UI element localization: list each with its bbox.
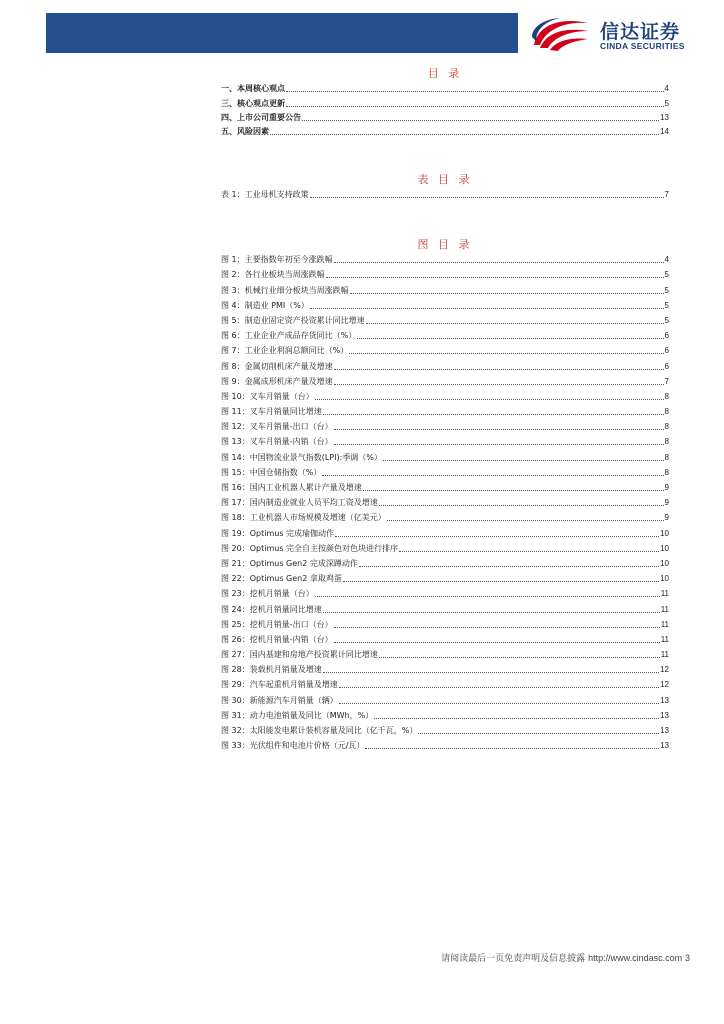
figure-entry-label: 图 2：各行业板块当周涨跌幅 <box>221 270 325 280</box>
figure-entry[interactable] <box>221 402 669 417</box>
figure-entry-page: 8 <box>664 467 669 477</box>
figure-entry-page: 5 <box>664 315 669 325</box>
figure-entry[interactable] <box>221 660 669 675</box>
contents-list <box>221 80 669 137</box>
figures-list <box>221 250 669 751</box>
figure-entry-label: 图 9：金属成形机床产量及增速 <box>221 376 333 386</box>
dot-leader <box>323 612 660 613</box>
figure-entry-label: 图 24：挖机月销量同比增速 <box>221 604 322 614</box>
figure-entry-page: 12 <box>660 680 669 690</box>
dot-leader <box>310 197 664 198</box>
table-entry-page: 7 <box>664 190 669 200</box>
cinda-logo-icon <box>530 15 592 53</box>
figure-entry[interactable] <box>221 706 669 721</box>
figure-entry-page: 4 <box>664 255 669 265</box>
figure-entry-page: 11 <box>660 650 669 660</box>
dot-leader <box>350 293 664 294</box>
page-footer <box>441 951 690 964</box>
contents-entry-label: 四、上市公司重要公告 <box>221 112 301 122</box>
figure-entry-label: 图 33：光伏组件和电池片价格（元/瓦） <box>221 741 365 751</box>
figure-entry-page: 8 <box>664 407 669 417</box>
figure-entry-page: 6 <box>664 346 669 356</box>
brand-name-en: CINDA SECURITIES <box>600 41 685 51</box>
dot-leader <box>286 91 664 92</box>
dot-leader <box>302 120 659 121</box>
figure-entry-page: 11 <box>660 634 669 644</box>
figure-entry-label: 图 14：中国物流业景气指数(LPI):季调（%） <box>221 452 382 462</box>
figure-entry-label: 图 28：装载机月销量及增速 <box>221 665 322 675</box>
figure-entry[interactable] <box>221 584 669 599</box>
figure-entry-page: 9 <box>664 513 669 523</box>
contents-entry-label: 五、风险因素 <box>221 127 269 137</box>
figure-entry-page: 12 <box>660 665 669 675</box>
figure-entry[interactable] <box>221 478 669 493</box>
figure-entry-label: 图 18：工业机器人市场规模及增速（亿美元） <box>221 513 386 523</box>
figure-entry[interactable] <box>221 463 669 478</box>
figure-entry-label: 图 15：中国仓储指数（%） <box>221 467 322 477</box>
tables-title: 表 目 录 <box>417 173 473 186</box>
dot-leader <box>349 353 663 354</box>
figure-entry-label: 图 8：金属切削机床产量及增速 <box>221 361 333 371</box>
brand-name-cn: 信达证券 <box>600 21 681 43</box>
figure-entry[interactable] <box>221 341 669 356</box>
figure-entry-label: 图 19：Optimus 完成瑜伽动作 <box>221 528 335 538</box>
contents-entry-page: 4 <box>664 84 669 94</box>
company-logo <box>530 15 700 55</box>
figure-entry[interactable] <box>221 296 669 311</box>
figure-entry[interactable] <box>221 356 669 371</box>
figure-entry-page: 8 <box>664 452 669 462</box>
figure-entry[interactable] <box>221 630 669 645</box>
dot-leader <box>323 414 664 415</box>
dot-leader <box>418 733 659 734</box>
dot-leader <box>383 460 664 461</box>
dot-leader <box>334 627 660 628</box>
figure-entry-page: 11 <box>660 604 669 614</box>
figure-entry-label: 图 22：Optimus Gen2 拿取鸡蛋 <box>221 574 342 584</box>
figure-entry-page: 10 <box>660 558 669 568</box>
contents-entry-label: 一、本周核心观点 <box>221 84 285 94</box>
dot-leader <box>357 338 663 339</box>
dot-leader <box>343 581 659 582</box>
dot-leader <box>326 277 664 278</box>
figure-entry-label: 图 10：叉车月销量（台） <box>221 391 314 401</box>
dot-leader <box>334 262 664 263</box>
figure-entry-label: 图 31：动力电池销量及同比（MWh，%） <box>221 710 374 720</box>
figure-entry[interactable] <box>221 432 669 447</box>
figure-entry-page: 13 <box>660 710 669 720</box>
figure-entry-page: 8 <box>664 391 669 401</box>
dot-leader <box>335 536 659 537</box>
contents-entry-page: 5 <box>664 98 669 108</box>
figure-entry-label: 图 3：机械行业细分板块当周涨跌幅 <box>221 285 349 295</box>
figure-entry-page: 13 <box>660 726 669 735</box>
figure-entry[interactable] <box>221 265 669 280</box>
footer-url[interactable]: http://www.cindasc.com <box>588 953 683 963</box>
contents-entry[interactable] <box>221 94 669 108</box>
contents-entry-page: 13 <box>660 112 669 122</box>
figure-entry-label: 图 16：国内工业机器人累计产量及增速 <box>221 483 362 492</box>
figure-entry[interactable] <box>221 326 669 341</box>
figure-entry-label: 图 29：汽车起重机月销量及增速 <box>221 680 338 690</box>
figure-entry-page: 5 <box>664 285 669 295</box>
contents-entry[interactable] <box>221 123 669 137</box>
figure-entry-label: 图 4：制造业 PMI（%） <box>221 300 309 310</box>
contents-entry-page: 14 <box>660 127 669 137</box>
figure-entry-label: 图 30：新能源汽车月销量（辆） <box>221 695 338 705</box>
dot-leader <box>334 642 660 643</box>
figure-entry-page: 9 <box>664 498 669 508</box>
figure-entry-label: 图 17：国内制造业就业人员平均工资及增速 <box>221 498 378 508</box>
dot-leader <box>359 566 659 567</box>
header-bar <box>46 13 518 53</box>
dot-leader <box>387 520 664 521</box>
figure-entry[interactable] <box>221 736 669 751</box>
dot-leader <box>363 490 664 491</box>
figure-entry-label: 图 27：国内基建和房地产投资累计同比增速 <box>221 650 378 660</box>
figure-entry[interactable] <box>221 615 669 630</box>
contents-entry[interactable] <box>221 109 669 123</box>
contents-entry[interactable] <box>221 80 669 94</box>
figure-entry-label: 图 12：叉车月销量-出口（台） <box>221 422 333 432</box>
figure-entry-label: 图 23：挖机月销量（台） <box>221 589 314 599</box>
figure-entry-page: 13 <box>660 695 669 705</box>
tables-list <box>221 185 669 200</box>
contents-entry-label: 三、核心观点更新 <box>221 98 285 108</box>
figure-entry-label: 图 11：叉车月销量同比增速 <box>221 407 322 417</box>
figure-entry[interactable] <box>221 508 669 523</box>
figure-entry[interactable] <box>221 387 669 402</box>
dot-leader <box>399 551 659 552</box>
figure-entry-label: 图 25：挖机月销量-出口（台） <box>221 619 333 629</box>
figure-entry-page: 10 <box>660 528 669 538</box>
dot-leader <box>334 444 664 445</box>
figure-entry[interactable] <box>221 539 669 554</box>
dot-leader <box>379 657 660 658</box>
figure-entry[interactable] <box>221 311 669 326</box>
figure-entry[interactable] <box>221 569 669 584</box>
dot-leader <box>323 672 659 673</box>
dot-leader <box>334 369 664 370</box>
dot-leader <box>315 596 660 597</box>
dot-leader <box>365 748 659 749</box>
figure-entry[interactable] <box>221 675 669 690</box>
dot-leader <box>310 308 664 309</box>
figure-entry[interactable] <box>221 417 669 432</box>
figure-entry[interactable] <box>221 721 669 736</box>
figure-entry-label: 图 6：工业企业产成品存货同比（%） <box>221 331 357 341</box>
contents-title: 目 录 <box>427 67 463 80</box>
figure-entry-label: 图 13：叉车月销量-内销（台） <box>221 437 333 447</box>
figure-entry-page: 13 <box>660 741 669 751</box>
dot-leader <box>334 384 664 385</box>
figure-entry-page: 6 <box>664 361 669 371</box>
dot-leader <box>334 429 664 430</box>
figure-entry-page: 10 <box>660 543 669 553</box>
dot-leader <box>339 703 659 704</box>
figure-entry[interactable] <box>221 645 669 660</box>
figure-entry[interactable] <box>221 280 669 295</box>
figure-entry-label: 图 21：Optimus Gen2 完成深蹲动作 <box>221 558 358 568</box>
dot-leader <box>315 399 664 400</box>
figure-entry-page: 9 <box>664 483 669 492</box>
figure-entry[interactable] <box>221 554 669 569</box>
figure-entry[interactable] <box>221 493 669 508</box>
figure-entry-label: 图 20：Optimus 完全自主按颜色对色块进行排序 <box>221 543 399 553</box>
figure-entry-page: 8 <box>664 422 669 432</box>
figure-entry-label: 图 5：制造业固定资产投资累计同比增速 <box>221 315 365 325</box>
figure-entry[interactable] <box>221 599 669 614</box>
figure-entry-page: 8 <box>664 437 669 447</box>
figure-entry-label: 图 32：太阳能发电累计装机容量及同比（亿千瓦，%） <box>221 726 418 735</box>
figure-entry-page: 5 <box>664 270 669 280</box>
footer-page-number: 3 <box>684 953 690 963</box>
figures-title: 图 目 录 <box>417 238 473 251</box>
dot-leader <box>374 718 659 719</box>
figure-entry[interactable] <box>221 250 669 265</box>
figure-entry-page: 7 <box>664 376 669 386</box>
figure-entry-page: 5 <box>664 300 669 310</box>
figure-entry[interactable] <box>221 447 669 462</box>
dot-leader <box>270 134 659 135</box>
figure-entry-page: 11 <box>660 619 669 629</box>
dot-leader <box>322 475 663 476</box>
table-entry[interactable] <box>221 185 669 200</box>
figure-entry[interactable] <box>221 523 669 538</box>
dot-leader <box>339 687 659 688</box>
figure-entry-label: 图 1：主要指数年初至今涨跌幅 <box>221 255 333 265</box>
figure-entry[interactable] <box>221 690 669 705</box>
dot-leader <box>379 505 664 506</box>
footer-disclaimer: 请阅读最后一页免责声明及信息披露 <box>441 954 586 964</box>
figure-entry-page: 11 <box>660 589 669 599</box>
table-entry-label: 表 1：工业母机支持政策 <box>221 190 309 200</box>
figure-entry-label: 图 26：挖机月销量-内销（台） <box>221 634 333 644</box>
dot-leader <box>286 106 664 107</box>
figure-entry-label: 图 7：工业企业利润总额同比（%） <box>221 346 349 356</box>
figure-entry-page: 6 <box>664 331 669 341</box>
figure-entry[interactable] <box>221 372 669 387</box>
figure-entry-page: 10 <box>660 574 669 584</box>
dot-leader <box>366 323 664 324</box>
